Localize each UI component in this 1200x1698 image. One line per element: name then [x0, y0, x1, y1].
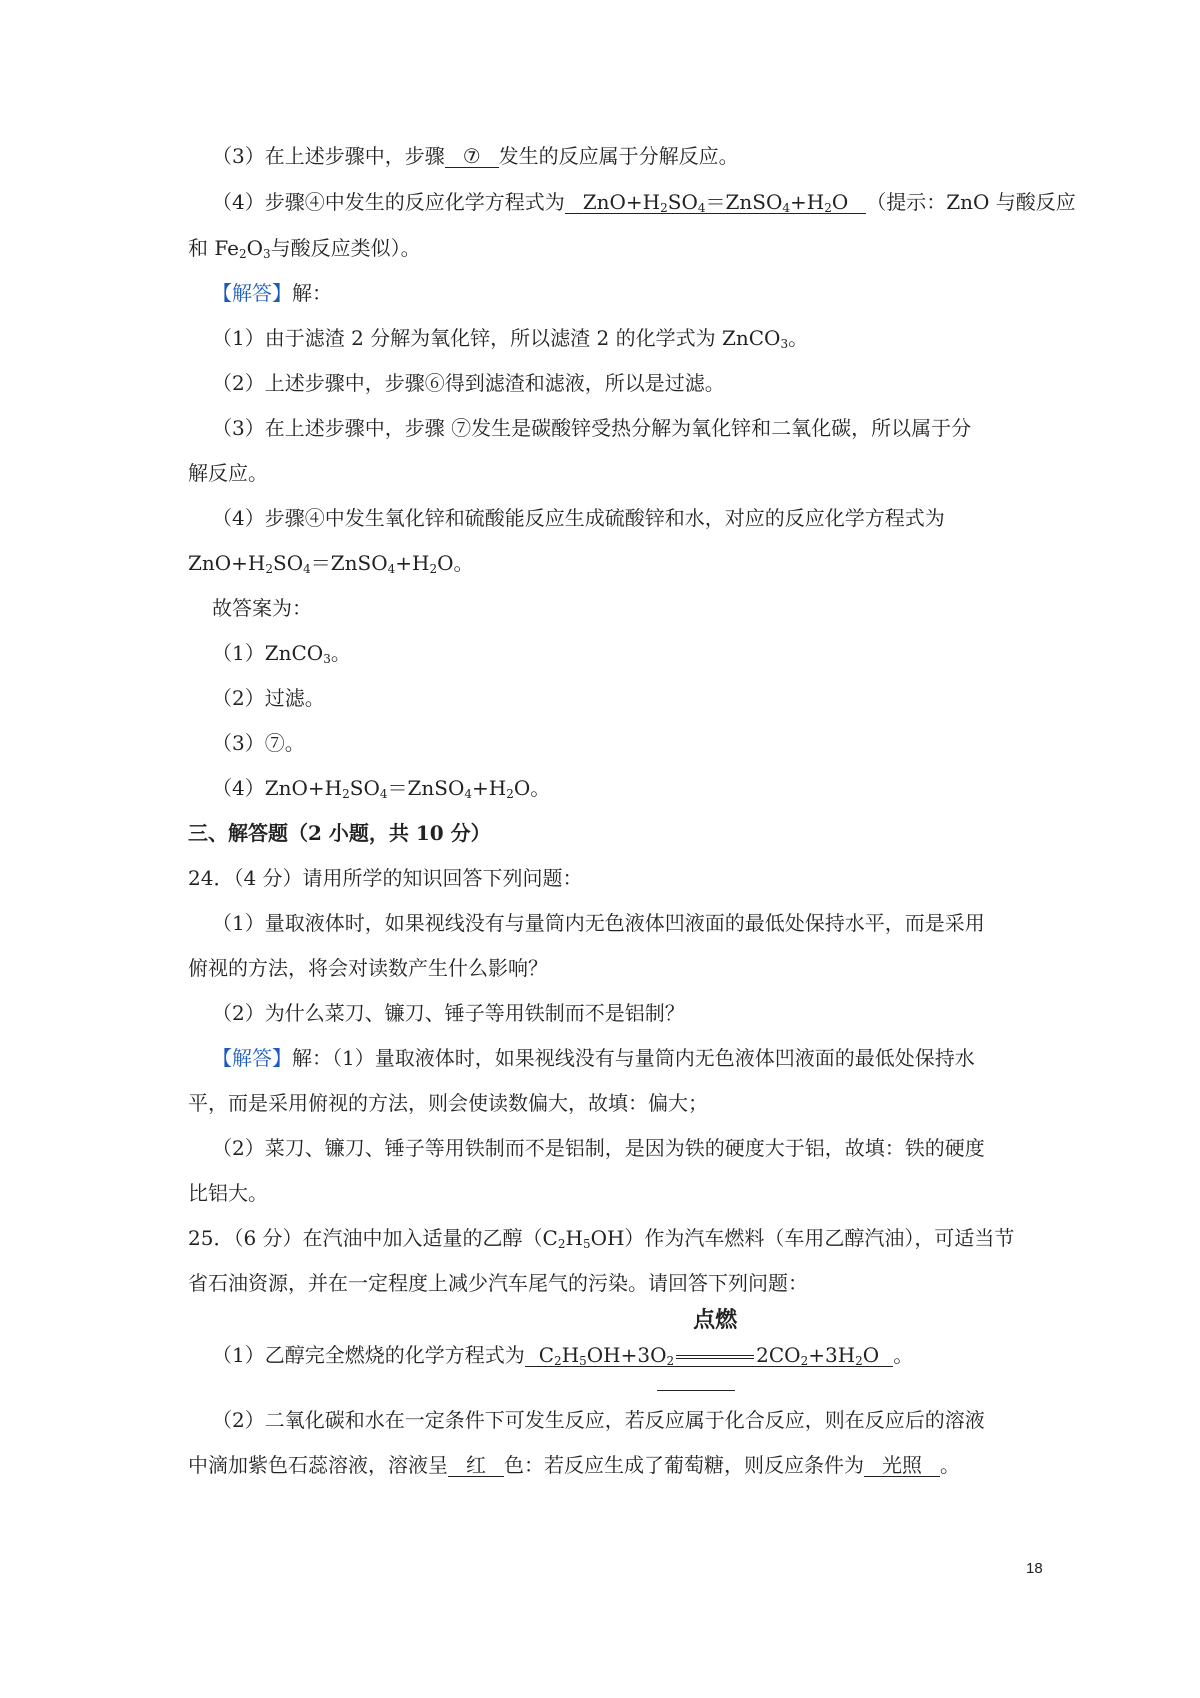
- final-answer-4: $(4)ZnO+H_2SO_4=ZnSO_4+H_2O$。: [212, 776, 551, 801]
- reaction-condition: [674, 1308, 756, 1366]
- condition-label: 点燃: [693, 1308, 738, 1333]
- question-25-text: 25．（6 分）在汽油中加入适量的乙醇（C: [188, 1226, 558, 1250]
- q4-answer: $ZnO+H_2SO_4=ZnSO_4+H_2O$: [565, 191, 867, 214]
- question-24-1: （1）量取液体时，如果视线没有与量筒内无色液体凹液面的最低处保持水平，而是采用: [212, 911, 985, 935]
- answer-1-text: （1）由于滤渣 2 分解为氧化锌，所以滤渣 2 的化学式为 ZnCO: [212, 326, 781, 350]
- solution-label: 【解答】: [212, 281, 292, 305]
- answer-4: （4）步骤④中发生氧化锌和硫酸能反应生成硫酸锌和水，对应的反应化学方程式为: [212, 506, 945, 530]
- question-24-2: （2）为什么菜刀、镰刀、锤子等用铁制而不是铝制？: [212, 1001, 685, 1025]
- question-25-1-text: （1）乙醇完全燃烧的化学方程式为: [212, 1343, 525, 1367]
- q3-answer: ⑦: [445, 145, 499, 168]
- answer-3-cont: 解反应。: [188, 461, 268, 485]
- question-3-line: [212, 144, 739, 168]
- answer-24-1-cont: 平，而是采用俯视的方法，则会使读数偏大，故填：偏大；: [188, 1091, 708, 1115]
- answer-24-2-cont: 比铝大。: [188, 1181, 268, 1205]
- question-24-1-cont: 俯视的方法，将会对读数产生什么影响？: [188, 956, 548, 980]
- q25-2-period: 。: [940, 1453, 960, 1477]
- section-heading: 三、解答题（2 小题，共 10 分）: [188, 821, 491, 845]
- final-answer-1: （1）ZnCO$_3$。: [212, 641, 351, 666]
- question-25-1: [212, 1308, 914, 1368]
- question-25: 25．（6 分）在汽油中加入适量的乙醇$(C_2H_5OH)$作为汽车燃料（车用乙醇汽油），可适当节: [188, 1226, 1015, 1251]
- condition-under-line: [657, 1390, 735, 1391]
- answer-3: （3）在上述步骤中，步骤 ⑦发生是碳酸锌受热分解为氧化锌和二氧化碳，所以属于分: [212, 416, 972, 440]
- page-number: 18: [1026, 1560, 1043, 1577]
- q25-1-answer: $C_2H_5OH+3O_2$ 点燃 $2CO_2+3H_2O$: [525, 1344, 893, 1367]
- solution-header: [212, 281, 332, 305]
- q25-2-answer-color: 红: [448, 1454, 504, 1477]
- q3-end: 发生的反应属于分解反应。: [498, 144, 739, 168]
- q4-hint2: 和 Fe: [188, 236, 239, 260]
- answer-24-2: （2）菜刀、镰刀、锤子等用铁制而不是铝制，是因为铁的硬度大于铝，故填：铁的硬度: [212, 1136, 985, 1160]
- solution-label-24: 【解答】: [212, 1046, 292, 1070]
- final-answer-2: （2）过滤。: [212, 686, 325, 710]
- question-25-2-cont: [188, 1453, 960, 1477]
- answer-24-1-text: 解：（1）量取液体时，如果视线没有与量筒内无色液体凹液面的最低处保持水: [292, 1046, 975, 1070]
- answer-24-1: [212, 1046, 975, 1070]
- q3-text: （3）在上述步骤中，步骤: [212, 144, 445, 168]
- q4-hint2-end: 与酸反应类似）。: [270, 236, 421, 260]
- question-25-end: OH）作为汽车燃料（车用乙醇汽油），可适当节: [590, 1226, 1015, 1250]
- answer-4-equation: $ZnO+H_2SO_4=ZnSO_4+H_2O$。: [188, 551, 474, 576]
- final-answer-4-text: （4）: [212, 776, 265, 800]
- q4-text: （4）步骤④中发生的反应化学方程式为: [212, 190, 565, 214]
- q25-2-text: 中滴加紫色石蕊溶液，溶液呈: [188, 1453, 448, 1477]
- q25-2-mid: 色：若反应生成了葡萄糖，则反应条件为: [504, 1453, 864, 1477]
- answer-1: （1）由于滤渣 2 分解为氧化锌，所以滤渣 2 的化学式为 ZnCO$_3$。: [212, 326, 809, 351]
- q4-hint: （提示：ZnO 与酸反应: [866, 190, 1076, 214]
- final-answer-label: 故答案为：: [212, 596, 312, 620]
- question-4-hint-line: 和 $Fe_2O_3$与酸反应类似）。: [188, 236, 421, 261]
- question-25-2: （2）二氧化碳和水在一定条件下可发生反应，若反应属于化合反应，则在反应后的溶液: [212, 1408, 985, 1432]
- question-25-cont: 省石油资源，并在一定程度上减少汽车尾气的污染。请回答下列问题：: [188, 1271, 808, 1295]
- question-4-line: [212, 190, 1076, 214]
- final-answer-3: （3）⑦。: [212, 731, 305, 755]
- question-24: 24．（4 分）请用所学的知识回答下列问题：: [188, 866, 583, 890]
- solution-jie: 解：: [292, 281, 332, 305]
- final-answer-1-text: （1）ZnCO: [212, 641, 324, 665]
- q25-2-answer-condition: 光照: [864, 1454, 940, 1477]
- answer-2: （2）上述步骤中，步骤⑥得到滤渣和滤液，所以是过滤。: [212, 371, 725, 395]
- q25-1-period: 。: [893, 1343, 914, 1367]
- condition-arrow: [676, 1355, 754, 1359]
